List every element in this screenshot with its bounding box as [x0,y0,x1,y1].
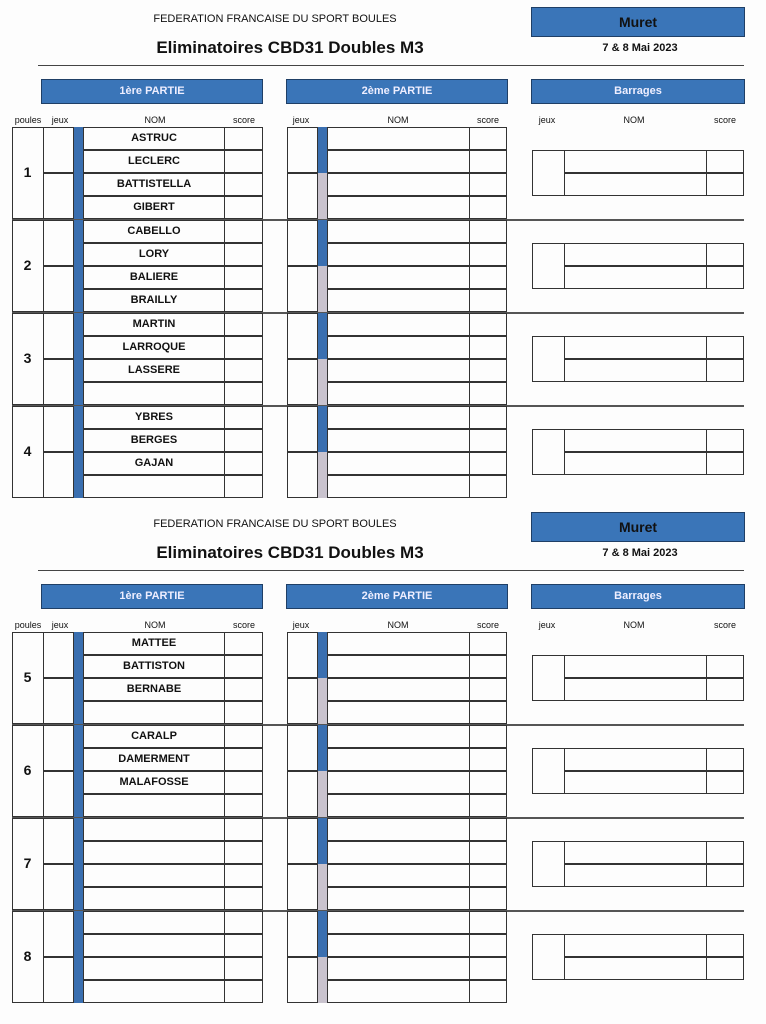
score-cell-partie-2[interactable] [469,841,507,864]
player-name-cell-partie-2[interactable] [327,336,470,359]
score-cell-partie-2[interactable] [469,864,507,887]
score-cell-partie-2[interactable] [469,632,507,655]
score-cell-partie-2[interactable] [469,220,507,243]
score-cell[interactable] [224,771,263,794]
score-cell[interactable] [224,382,263,405]
score-cell[interactable] [224,957,263,980]
poule-number: 7 [23,855,32,871]
player-name-cell-partie-2[interactable] [327,150,470,173]
player-name-cell-partie-2[interactable] [327,452,470,475]
score-cell[interactable] [224,911,263,934]
losers-strip [318,266,327,312]
barrage-score-cell[interactable] [706,655,744,678]
barrage-jeux-cell[interactable] [532,841,565,887]
team-color-strip [74,406,83,498]
score-cell[interactable] [224,336,263,359]
poule-number: 2 [23,257,32,273]
poule-cell [12,911,44,1003]
score-cell-partie-2[interactable] [469,336,507,359]
event-date: 7 & 8 Mai 2023 [602,42,678,54]
barrage-score-cell[interactable] [706,748,744,771]
team-color-strip [74,911,83,1003]
barrage-score-cell[interactable] [706,173,744,196]
player-name-cell-partie-2[interactable] [327,841,470,864]
poule-number: 8 [23,948,32,964]
player-name-cell: LARROQUE [83,336,225,359]
jeux-cell[interactable] [43,725,74,771]
jeux-cell[interactable] [43,313,74,359]
poule-cell [12,127,44,219]
player-name-cell: DAMERMENT [83,748,225,771]
col-header-score: score [232,620,255,630]
barrage-name-cell[interactable] [564,243,707,266]
score-cell-partie-2[interactable] [469,475,507,498]
score-cell[interactable] [224,748,263,771]
score-cell[interactable] [224,632,263,655]
col-header-score: score [232,115,255,125]
poule-number: 1 [23,164,32,180]
winners-strip [318,632,327,678]
col-header-jeux-2: jeux [292,115,310,125]
score-cell[interactable] [224,934,263,957]
jeux-cell-partie-2[interactable] [287,359,318,405]
player-name-cell: CARALP [83,725,225,748]
losers-strip [318,452,327,498]
score-cell[interactable] [224,220,263,243]
score-cell[interactable] [224,980,263,1003]
winners-strip [318,313,327,359]
jeux-cell-partie-2[interactable] [287,818,318,864]
winners-strip [318,725,327,771]
col-header-nom-barrages: NOM [623,620,645,630]
team-color-strip [74,632,83,724]
federation-heading: FEDERATION FRANCAISE DU SPORT BOULES [153,13,397,25]
jeux-cell-partie-2[interactable] [287,452,318,498]
jeux-cell[interactable] [43,173,74,219]
barrage-name-cell[interactable] [564,655,707,678]
player-name-cell: BATTISTON [83,655,225,678]
col-header-nom: NOM [144,115,166,125]
score-cell[interactable] [224,725,263,748]
player-name-cell: MATTEE [83,632,225,655]
barrage-name-cell[interactable] [564,336,707,359]
score-cell-partie-2[interactable] [469,934,507,957]
poule-cell [12,725,44,817]
player-name-cell-partie-2[interactable] [327,980,470,1003]
score-cell[interactable] [224,841,263,864]
score-cell-partie-2[interactable] [469,678,507,701]
col-header-jeux-2: jeux [292,620,310,630]
barrage-name-cell[interactable] [564,748,707,771]
team-color-strip [74,725,83,817]
jeux-cell[interactable] [43,406,74,452]
score-cell-partie-2[interactable] [469,429,507,452]
player-name-cell [83,957,225,980]
player-name-cell-partie-2[interactable] [327,725,470,748]
score-cell-partie-2[interactable] [469,887,507,910]
header-divider [38,65,744,66]
losers-strip [318,771,327,817]
score-cell-partie-2[interactable] [469,406,507,429]
score-cell-partie-2[interactable] [469,911,507,934]
score-cell-partie-2[interactable] [469,127,507,150]
score-cell-partie-2[interactable] [469,243,507,266]
score-cell-partie-2[interactable] [469,359,507,382]
player-name-cell: BERNABE [83,678,225,701]
jeux-cell-partie-2[interactable] [287,864,318,910]
barrage-score-cell[interactable] [706,771,744,794]
col-header-jeux: jeux [51,115,69,125]
venue-box: Muret [531,512,745,542]
jeux-cell-partie-2[interactable] [287,406,318,452]
player-name-cell-partie-2[interactable] [327,678,470,701]
player-name-cell-partie-2[interactable] [327,632,470,655]
losers-strip [318,173,327,219]
score-cell[interactable] [224,173,263,196]
winners-strip [318,406,327,452]
player-name-cell-partie-2[interactable] [327,266,470,289]
score-cell-partie-2[interactable] [469,748,507,771]
player-name-cell-partie-2[interactable] [327,957,470,980]
jeux-cell[interactable] [43,864,74,910]
col-header-jeux-barrages: jeux [538,115,556,125]
player-name-cell: ASTRUC [83,127,225,150]
score-cell[interactable] [224,196,263,219]
player-name-cell: BERGES [83,429,225,452]
col-header-score-barrages: score [713,620,736,630]
score-cell[interactable] [224,406,263,429]
barrage-name-cell[interactable] [564,429,707,452]
player-name-cell: LORY [83,243,225,266]
player-name-cell-partie-2[interactable] [327,289,470,312]
winners-strip [318,818,327,864]
barrage-jeux-cell[interactable] [532,655,565,701]
jeux-cell-partie-2[interactable] [287,127,318,173]
poule-cell [12,220,44,312]
poule-cell [12,632,44,724]
score-cell[interactable] [224,452,263,475]
barrage-score-cell[interactable] [706,266,744,289]
jeux-cell[interactable] [43,818,74,864]
player-name-cell-partie-2[interactable] [327,771,470,794]
jeux-cell[interactable] [43,632,74,678]
jeux-cell-partie-2[interactable] [287,771,318,817]
barrage-name-cell[interactable] [564,150,707,173]
section-partie-1: 1ère PARTIE [41,79,263,104]
barrage-score-cell[interactable] [706,678,744,701]
player-name-cell-partie-2[interactable] [327,748,470,771]
barrage-score-cell[interactable] [706,150,744,173]
player-name-cell-partie-2[interactable] [327,887,470,910]
section-partie-2: 2ème PARTIE [286,584,508,609]
score-cell-partie-2[interactable] [469,818,507,841]
jeux-cell-partie-2[interactable] [287,173,318,219]
col-header-poules: poules [14,620,42,630]
player-name-cell [83,818,225,841]
player-name-cell: BALIERE [83,266,225,289]
poule-cell [12,406,44,498]
player-name-cell-partie-2[interactable] [327,475,470,498]
barrage-name-cell[interactable] [564,864,707,887]
player-name-cell: CABELLO [83,220,225,243]
col-header-nom-2: NOM [387,115,409,125]
score-cell[interactable] [224,887,263,910]
score-cell-partie-2[interactable] [469,957,507,980]
jeux-cell[interactable] [43,359,74,405]
player-name-cell-partie-2[interactable] [327,220,470,243]
player-name-cell: MARTIN [83,313,225,336]
venue-box: Muret [531,7,745,37]
score-cell[interactable] [224,359,263,382]
losers-strip [318,359,327,405]
col-header-score-barrages: score [713,115,736,125]
jeux-cell[interactable] [43,678,74,724]
score-cell-partie-2[interactable] [469,701,507,724]
jeux-cell[interactable] [43,452,74,498]
score-cell-partie-2[interactable] [469,794,507,817]
player-name-cell-partie-2[interactable] [327,701,470,724]
jeux-cell-partie-2[interactable] [287,632,318,678]
player-name-cell-partie-2[interactable] [327,243,470,266]
jeux-cell-partie-2[interactable] [287,725,318,771]
barrage-score-cell[interactable] [706,243,744,266]
player-name-cell-partie-2[interactable] [327,429,470,452]
barrage-score-cell[interactable] [706,336,744,359]
player-name-cell-partie-2[interactable] [327,196,470,219]
jeux-cell[interactable] [43,127,74,173]
player-name-cell-partie-2[interactable] [327,864,470,887]
barrage-name-cell[interactable] [564,771,707,794]
player-name-cell-partie-2[interactable] [327,655,470,678]
player-name-cell [83,841,225,864]
sheet-1 [0,0,766,506]
section-partie-1: 1ère PARTIE [41,584,263,609]
score-cell-partie-2[interactable] [469,725,507,748]
federation-heading: FEDERATION FRANCAISE DU SPORT BOULES [153,518,397,530]
player-name-cell-partie-2[interactable] [327,911,470,934]
jeux-cell[interactable] [43,220,74,266]
score-cell-partie-2[interactable] [469,150,507,173]
team-color-strip [74,313,83,405]
team-color-strip [74,818,83,910]
sheet-2 [0,505,766,1011]
col-header-nom-barrages: NOM [623,115,645,125]
section-barrages: Barrages [531,584,745,609]
event-date: 7 & 8 Mai 2023 [602,547,678,559]
player-name-cell [83,934,225,957]
barrage-jeux-cell[interactable] [532,429,565,475]
jeux-cell[interactable] [43,957,74,1003]
score-cell-partie-2[interactable] [469,266,507,289]
score-cell-partie-2[interactable] [469,452,507,475]
jeux-cell-partie-2[interactable] [287,313,318,359]
score-cell-partie-2[interactable] [469,289,507,312]
col-header-jeux-barrages: jeux [538,620,556,630]
player-name-cell-partie-2[interactable] [327,382,470,405]
col-header-nom-2: NOM [387,620,409,630]
score-cell-partie-2[interactable] [469,382,507,405]
barrage-name-cell[interactable] [564,173,707,196]
player-name-cell-partie-2[interactable] [327,359,470,382]
player-name-cell: BATTISTELLA [83,173,225,196]
barrage-name-cell[interactable] [564,678,707,701]
player-name-cell-partie-2[interactable] [327,313,470,336]
jeux-cell[interactable] [43,911,74,957]
jeux-cell[interactable] [43,266,74,312]
barrage-score-cell[interactable] [706,957,744,980]
player-name-cell: GAJAN [83,452,225,475]
score-cell[interactable] [224,313,263,336]
score-cell[interactable] [224,864,263,887]
barrage-score-cell[interactable] [706,429,744,452]
score-cell-partie-2[interactable] [469,771,507,794]
col-header-nom: NOM [144,620,166,630]
player-name-cell-partie-2[interactable] [327,127,470,150]
player-name-cell [83,382,225,405]
player-name-cell-partie-2[interactable] [327,934,470,957]
col-header-jeux: jeux [51,620,69,630]
section-barrages: Barrages [531,79,745,104]
barrage-score-cell[interactable] [706,864,744,887]
barrage-name-cell[interactable] [564,359,707,382]
score-cell[interactable] [224,701,263,724]
score-cell[interactable] [224,475,263,498]
barrage-score-cell[interactable] [706,934,744,957]
losers-strip [318,864,327,910]
score-cell[interactable] [224,266,263,289]
score-cell[interactable] [224,289,263,312]
player-name-cell: BRAILLY [83,289,225,312]
player-name-cell: YBRES [83,406,225,429]
team-color-strip [74,127,83,219]
section-partie-2: 2ème PARTIE [286,79,508,104]
poule-cell [12,313,44,405]
player-name-cell [83,794,225,817]
winners-strip [318,127,327,173]
score-cell[interactable] [224,794,263,817]
score-cell-partie-2[interactable] [469,313,507,336]
score-cell-partie-2[interactable] [469,655,507,678]
poule-number: 3 [23,350,32,366]
poule-number: 5 [23,669,32,685]
score-cell[interactable] [224,243,263,266]
player-name-cell [83,701,225,724]
player-name-cell: LECLERC [83,150,225,173]
jeux-cell-partie-2[interactable] [287,957,318,1003]
player-name-cell: LASSERE [83,359,225,382]
jeux-cell-partie-2[interactable] [287,266,318,312]
player-name-cell [83,887,225,910]
player-name-cell [83,911,225,934]
losers-strip [318,678,327,724]
player-name-cell [83,980,225,1003]
header-divider [38,570,744,571]
winners-strip [318,911,327,957]
player-name-cell-partie-2[interactable] [327,794,470,817]
barrage-jeux-cell[interactable] [532,336,565,382]
player-name-cell: GIBERT [83,196,225,219]
score-cell[interactable] [224,150,263,173]
score-cell-partie-2[interactable] [469,196,507,219]
competition-title: Eliminatoires CBD31 Doubles M3 [156,38,424,57]
col-header-score-2: score [476,115,499,125]
player-name-cell [83,475,225,498]
competition-title: Eliminatoires CBD31 Doubles M3 [156,543,424,562]
barrage-name-cell[interactable] [564,841,707,864]
barrage-name-cell[interactable] [564,934,707,957]
barrage-jeux-cell[interactable] [532,243,565,289]
barrage-score-cell[interactable] [706,841,744,864]
jeux-cell-partie-2[interactable] [287,220,318,266]
jeux-cell[interactable] [43,771,74,817]
losers-strip [318,957,327,1003]
player-name-cell-partie-2[interactable] [327,818,470,841]
player-name-cell [83,864,225,887]
poule-cell [12,818,44,910]
score-cell[interactable] [224,655,263,678]
jeux-cell-partie-2[interactable] [287,678,318,724]
col-header-poules: poules [14,115,42,125]
jeux-cell-partie-2[interactable] [287,911,318,957]
team-color-strip [74,220,83,312]
barrage-jeux-cell[interactable] [532,934,565,980]
barrage-jeux-cell[interactable] [532,748,565,794]
player-name-cell-partie-2[interactable] [327,173,470,196]
score-cell[interactable] [224,678,263,701]
poule-number: 4 [23,443,32,459]
barrage-name-cell[interactable] [564,452,707,475]
barrage-name-cell[interactable] [564,266,707,289]
score-cell[interactable] [224,429,263,452]
player-name-cell: MALAFOSSE [83,771,225,794]
score-cell-partie-2[interactable] [469,173,507,196]
barrage-name-cell[interactable] [564,957,707,980]
barrage-score-cell[interactable] [706,359,744,382]
player-name-cell-partie-2[interactable] [327,406,470,429]
col-header-score-2: score [476,620,499,630]
poule-number: 6 [23,762,32,778]
score-cell-partie-2[interactable] [469,980,507,1003]
barrage-score-cell[interactable] [706,452,744,475]
score-cell[interactable] [224,818,263,841]
score-cell[interactable] [224,127,263,150]
winners-strip [318,220,327,266]
barrage-jeux-cell[interactable] [532,150,565,196]
